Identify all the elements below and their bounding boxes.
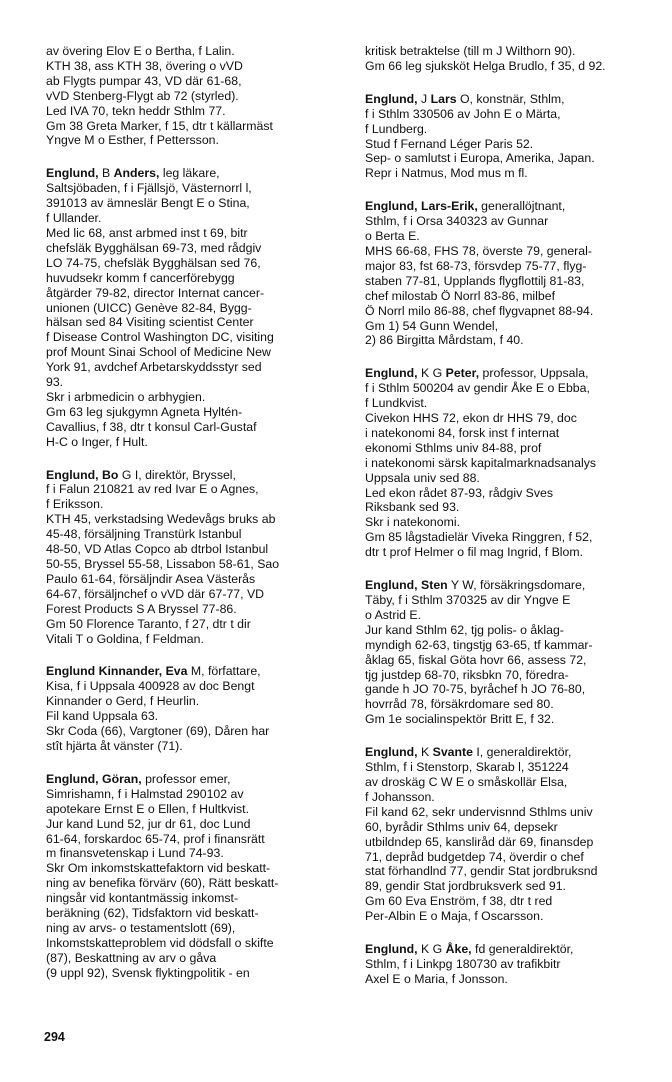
entry-text-line: dtr t prof Helmer o fil mag Ingrid, f Blom. xyxy=(365,545,583,560)
entry-text-line: Jur kand Sthlm 62, tjg polis- o åklag- xyxy=(365,622,564,637)
entry-heading xyxy=(365,199,655,214)
entry-text-line: Saltsjöbaden, f i Fjällsjö, Västernorrl l, xyxy=(46,181,252,196)
entry-heading xyxy=(46,772,346,787)
entry-title: professor, Uppsala, xyxy=(479,366,589,381)
entry-text-line: Kisa, f i Uppsala 400928 av doc Bengt xyxy=(46,679,255,694)
entry-text-line: Sthlm, f i Stenstorp, Skarab l, 351224 xyxy=(365,760,569,775)
entry-given-initials: J xyxy=(421,91,428,106)
entry-text-line: stat förhandlnd 77, gendir Stat jordbruksnd xyxy=(365,864,598,879)
entry-text-line: York 91, avdchef Arbetarskyddsstyr sed xyxy=(46,360,262,375)
entry-text-line: H-C o Inger, f Hult. xyxy=(46,434,148,449)
entry-text-line: ab Flygts pumpar 43, VD där 61-68, xyxy=(46,73,242,88)
entry-text-line: major 83, fst 68-73, försvdep 75-77, flyg- xyxy=(365,258,587,273)
entry-text-line: 71, depråd budgetdep 74, överdir o chef xyxy=(365,849,584,864)
entry-text-line: Kinnander o Gerd, f Heurlin. xyxy=(46,694,200,709)
biography-entry xyxy=(46,664,346,753)
entry-heading xyxy=(365,366,655,381)
entry-text-line: Fil kand 62, sekr undervisnnd Sthlms univ xyxy=(365,804,593,819)
entry-call-name: Anders, xyxy=(113,166,160,181)
entry-text-line: Yngve M o Esther, f Pettersson. xyxy=(46,133,219,148)
entry-surname: Englund, xyxy=(46,166,99,181)
entry-text-line: Riksbank sed 93. xyxy=(365,500,460,515)
entry-surname: Englund, xyxy=(365,199,418,214)
entry-title: generallöjtnant, xyxy=(477,199,566,214)
entry-heading xyxy=(46,664,346,679)
entry-text-line: Vitali T o Goldina, f Feldman. xyxy=(46,631,204,646)
entry-call-name: Svante xyxy=(432,745,473,760)
entry-title: fd generaldirektör, xyxy=(471,942,574,957)
entry-text-line: Sthlm, f i Linkpg 180730 av trafikbitr xyxy=(365,956,561,971)
entry-text-line: Forest Products S A Bryssel 77-86. xyxy=(46,601,237,616)
entry-text-line: Gm 60 Eva Enström, f 38, dtr t red xyxy=(365,894,553,909)
biography-entry xyxy=(365,366,655,560)
entry-heading xyxy=(46,166,346,181)
entry-text-line: f Lundkvist. xyxy=(365,396,428,411)
left-column xyxy=(46,44,346,999)
right-column xyxy=(365,44,655,1005)
entry-text-line: vVD Stenberg-Flygt ab 72 (styrled). xyxy=(46,88,239,103)
entry-surname: Englund Kinnander, xyxy=(46,664,163,679)
entry-call-name: Göran, xyxy=(102,771,142,786)
entry-title: G I, direktör, Bryssel, xyxy=(118,467,236,482)
entry-call-name: Peter, xyxy=(445,366,480,381)
entry-text-line: Gm 85 lågstadielär Viveka Ringgren, f 52, xyxy=(365,530,593,545)
entry-text-line: (87), Beskattning av arv o gåva xyxy=(46,950,217,965)
entry-text-line: f i Sthlm 330506 av John E o Märta, xyxy=(365,106,561,121)
entry-surname: Englund, xyxy=(365,942,418,957)
entry-text-line: åtgärder 79-82, director Internat cancer- xyxy=(46,285,265,300)
entry-text-line: Gm 38 Greta Marker, f 15, dtr t källarmäst xyxy=(46,118,273,133)
entry-text-line: MHS 66-68, FHS 78, överste 79, general- xyxy=(365,243,592,258)
entry-text-line: Gm 63 leg sjukgymn Agneta Hyltén- xyxy=(46,404,243,419)
entry-text-line: Axel E o Maria, f Jonsson. xyxy=(365,971,508,986)
entry-text-line: Per-Albin E o Maja, f Oscarsson. xyxy=(365,909,544,924)
entry-text-line: Gm 66 leg sjuksköt Helga Brudlo, f 35, d 92. xyxy=(365,58,606,73)
entry-text-line: 64-67, försäljnchef o vVD där 67-77, VD xyxy=(46,586,265,601)
entry-text-line: beräkning (62), Tidsfaktorn vid beskatt- xyxy=(46,906,259,921)
entry-given-initials: K G xyxy=(421,366,443,381)
entry-text-line: f Johansson. xyxy=(365,789,435,804)
entry-surname: Englund, xyxy=(365,745,418,760)
entry-text-line: unionen (UICC) Genève 82-84, Bygg- xyxy=(46,300,252,315)
entry-text-line: Ö Norrl milo 86-88, chef flygvapnet 88-94. xyxy=(365,303,594,318)
entry-surname: Englund, xyxy=(46,467,99,482)
entry-text-line: Skr Om inkomstskattefaktorn vid beskatt- xyxy=(46,861,271,876)
entry-text-line: LO 74-75, chefsläk Bygghälsan sed 76, xyxy=(46,255,261,270)
entry-surname: Englund, xyxy=(365,366,418,381)
entry-title: professor emer, xyxy=(141,771,231,786)
entry-text-line: f i Sthlm 500204 av gendir Åke E o Ebba, xyxy=(365,381,590,396)
entry-text-line: Gm 50 Florence Taranto, f 27, dtr t dir xyxy=(46,616,251,631)
entry-text-line: Simrishamn, f i Halmstad 290102 av xyxy=(46,786,244,801)
biography-entry-continuation xyxy=(365,44,655,74)
entry-text-line: ningsår vid kontantmässig inkomst- xyxy=(46,891,239,906)
entry-call-name: Lars-Erik, xyxy=(421,199,478,214)
entry-text-line: Jur kand Lund 52, jur dr 61, doc Lund xyxy=(46,816,251,831)
entry-text-line: KTH 38, ass KTH 38, övering o vVD xyxy=(46,58,243,73)
entry-title: I, generaldirektör, xyxy=(472,745,572,760)
entry-call-name: Eva xyxy=(165,664,188,679)
entry-surname: Englund, xyxy=(365,91,418,106)
entry-text-line: ekonomi Sthlms univ 84-88, prof xyxy=(365,440,542,455)
entry-title: M, författare, xyxy=(187,664,261,679)
entry-heading xyxy=(365,942,655,957)
entry-surname: Englund, xyxy=(365,578,418,593)
entry-text-line: Stud f Fernand Léger Paris 52. xyxy=(365,136,534,151)
entry-text-line: Skr i arbmedicin o arbhygien. xyxy=(46,389,206,404)
entry-text-line: ning av benefika förvärv (60), Rätt beskatt- xyxy=(46,876,279,891)
biography-entry xyxy=(46,166,346,449)
entry-text-line: 61-64, forskardoc 65-74, prof i finansrätt xyxy=(46,831,265,846)
biography-entry xyxy=(365,578,655,727)
entry-text-line: stît hjärta åt vänster (71). xyxy=(46,738,183,753)
entry-text-line: utbildndep 65, kanslіråd där 69, finansdep xyxy=(365,834,594,849)
page-number: 294 xyxy=(44,1030,65,1044)
entry-text-line: (9 uppl 92), Svensk flyktingpolitik - en xyxy=(46,965,250,980)
entry-text-line: myndigh 62-63, tingstjg 63-65, tf kammar- xyxy=(365,637,593,652)
entry-text-line: 391013 av ämneslär Bengt E o Stina, xyxy=(46,196,250,211)
entry-text-line: Civekon HHS 72, ekon dr HHS 79, doc xyxy=(365,411,577,426)
entry-text-line: Cavallius, f 38, dtr t konsul Carl-Gustaf xyxy=(46,419,257,434)
entry-text-line: gande h JO 70-75, byråchef h JO 76-80, xyxy=(365,682,586,697)
entry-text-line: Paulo 61-64, försäljndir Asea Västerås xyxy=(46,571,256,586)
entry-call-name: Bo xyxy=(102,467,119,482)
entry-text-line: Repr i Natmus, Mod mus m fl. xyxy=(365,166,528,181)
biography-entry xyxy=(365,942,655,987)
entry-text-line: Gm 1e socialinspektör Britt E, f 32. xyxy=(365,712,555,727)
entry-text-line: hovrråd 78, försäkrdomare sed 80. xyxy=(365,697,554,712)
entry-text-line: 45-48, försäljning Transtürk Istanbul xyxy=(46,527,242,542)
entry-text-line: 2) 86 Birgitta Mårdstam, f 40. xyxy=(365,333,524,348)
biography-entry xyxy=(365,745,655,924)
entry-title: O, konstnär, Sthlm, xyxy=(456,91,565,106)
entry-text-line: f Lundberg. xyxy=(365,121,428,136)
entry-given-initials: B xyxy=(102,166,111,181)
entry-heading xyxy=(46,468,346,483)
entry-text-line: f Disease Control Washington DC, visiting xyxy=(46,330,274,345)
entry-text-line: Sep- o samlutst i Europa, Amerika, Japan. xyxy=(365,151,595,166)
entry-text-line: KTH 45, verkstadsing Wedevågs bruks ab xyxy=(46,512,276,527)
entry-text-line: f Ullander. xyxy=(46,211,102,226)
entry-text-line: prof Mount Sinai School of Medicine New xyxy=(46,345,271,360)
entry-text-line: 60, byrådir Sthlms univ 64, depsekr xyxy=(365,819,558,834)
entry-text-line: 89, gendir Stat jordbruksverk sed 91. xyxy=(365,879,566,894)
entry-text-line: kritisk betraktelse (till m J Wilthorn 90). xyxy=(365,44,576,58)
entry-text-line: av övering Elov E o Bertha, f Lalin. xyxy=(46,44,235,58)
entry-text-line: apotekare Ernst E o Ellen, f Hultkvist. xyxy=(46,801,249,816)
biography-entry xyxy=(365,199,655,348)
entry-title: Y W, försäkringsdomare, xyxy=(447,578,586,593)
entry-text-line: Fil kand Uppsala 63. xyxy=(46,709,159,724)
entry-text-line: Led IVA 70, tekn heddr Sthlm 77. xyxy=(46,103,226,118)
entry-heading xyxy=(365,578,655,593)
entry-text-line: 93. xyxy=(46,375,64,390)
entry-text-line: 48-50, VD Atlas Copco ab dtrbol Istanbul xyxy=(46,542,269,557)
entry-call-name: Åke, xyxy=(445,942,472,957)
entry-text-line: tjg justdep 68-70, riksbkn 70, föredra- xyxy=(365,667,569,682)
entry-text-line: i natekonomi särsk kapitalmarknadsanalys xyxy=(365,455,597,470)
entry-text-line: chefsläk Bygghälsan 69-73, med rådgiv xyxy=(46,240,262,255)
entry-text-line: f Eriksson. xyxy=(46,497,104,512)
entry-title: leg läkare, xyxy=(159,166,220,181)
biography-entry xyxy=(365,92,655,181)
entry-text-line: Täby, f i Sthlm 370325 av dir Yngve E xyxy=(365,593,571,607)
entry-text-line: huvudsekr komm f cancerförebygg xyxy=(46,270,235,285)
entry-given-initials: K G xyxy=(421,942,443,957)
entry-surname: Englund, xyxy=(46,771,99,786)
entry-text-line: ning av arvs- o testamentslott (69), xyxy=(46,920,236,935)
biography-entry xyxy=(46,772,346,981)
entry-text-line: Skr i natekonomi. xyxy=(365,515,461,530)
entry-text-line: m finansvetenskap i Lund 74-93. xyxy=(46,846,224,861)
biography-entry xyxy=(46,468,346,647)
biography-entry-continuation xyxy=(46,44,346,148)
entry-text-line: Led ekon rådet 87-93, rådgiv Sves xyxy=(365,485,553,500)
entry-text-line: hälsan sed 84 Visiting scientist Center xyxy=(46,315,254,330)
entry-text-line: o Astrid E. xyxy=(365,607,422,622)
entry-call-name: Lars xyxy=(430,91,457,106)
entry-text-line: Inkomstskatteproblem vid dödsfall o skifte xyxy=(46,935,274,950)
entry-text-line: Skr Coda (66), Vargtoner (69), Dåren har xyxy=(46,724,270,739)
entry-text-line: chef milostab Ö Norrl 83-86, milbef xyxy=(365,288,555,303)
entry-text-line: i natekonomi 84, forsk inst f internat xyxy=(365,425,560,440)
entry-text-line: staben 77-81, Upplands flygflottilj 81-83, xyxy=(365,273,585,288)
entry-heading xyxy=(365,92,655,107)
entry-text-line: av droskäg C W E o småskollär Elsa, xyxy=(365,774,568,789)
entry-text-line: Uppsala univ sed 88. xyxy=(365,470,480,485)
entry-text-line: Med lic 68, anst arbmed inst t 69, bitr xyxy=(46,225,248,240)
entry-given-initials: K xyxy=(421,745,430,760)
entry-text-line: f i Falun 210821 av red Ivar E o Agnes, xyxy=(46,482,259,497)
entry-text-line: o Berta E. xyxy=(365,229,420,244)
entry-heading xyxy=(365,745,655,760)
entry-text-line: Gm 1) 54 Gunn Wendel, xyxy=(365,318,499,333)
entry-text-line: åklag 65, fiskal Göta hovr 66, assess 72, xyxy=(365,652,587,667)
entry-call-name: Sten xyxy=(421,578,448,593)
entry-text-line: Sthlm, f i Orsa 340323 av Gunnar xyxy=(365,214,549,229)
entry-text-line: 50-55, Bryssel 55-58, Lissabon 58-61, Sao xyxy=(46,557,280,571)
